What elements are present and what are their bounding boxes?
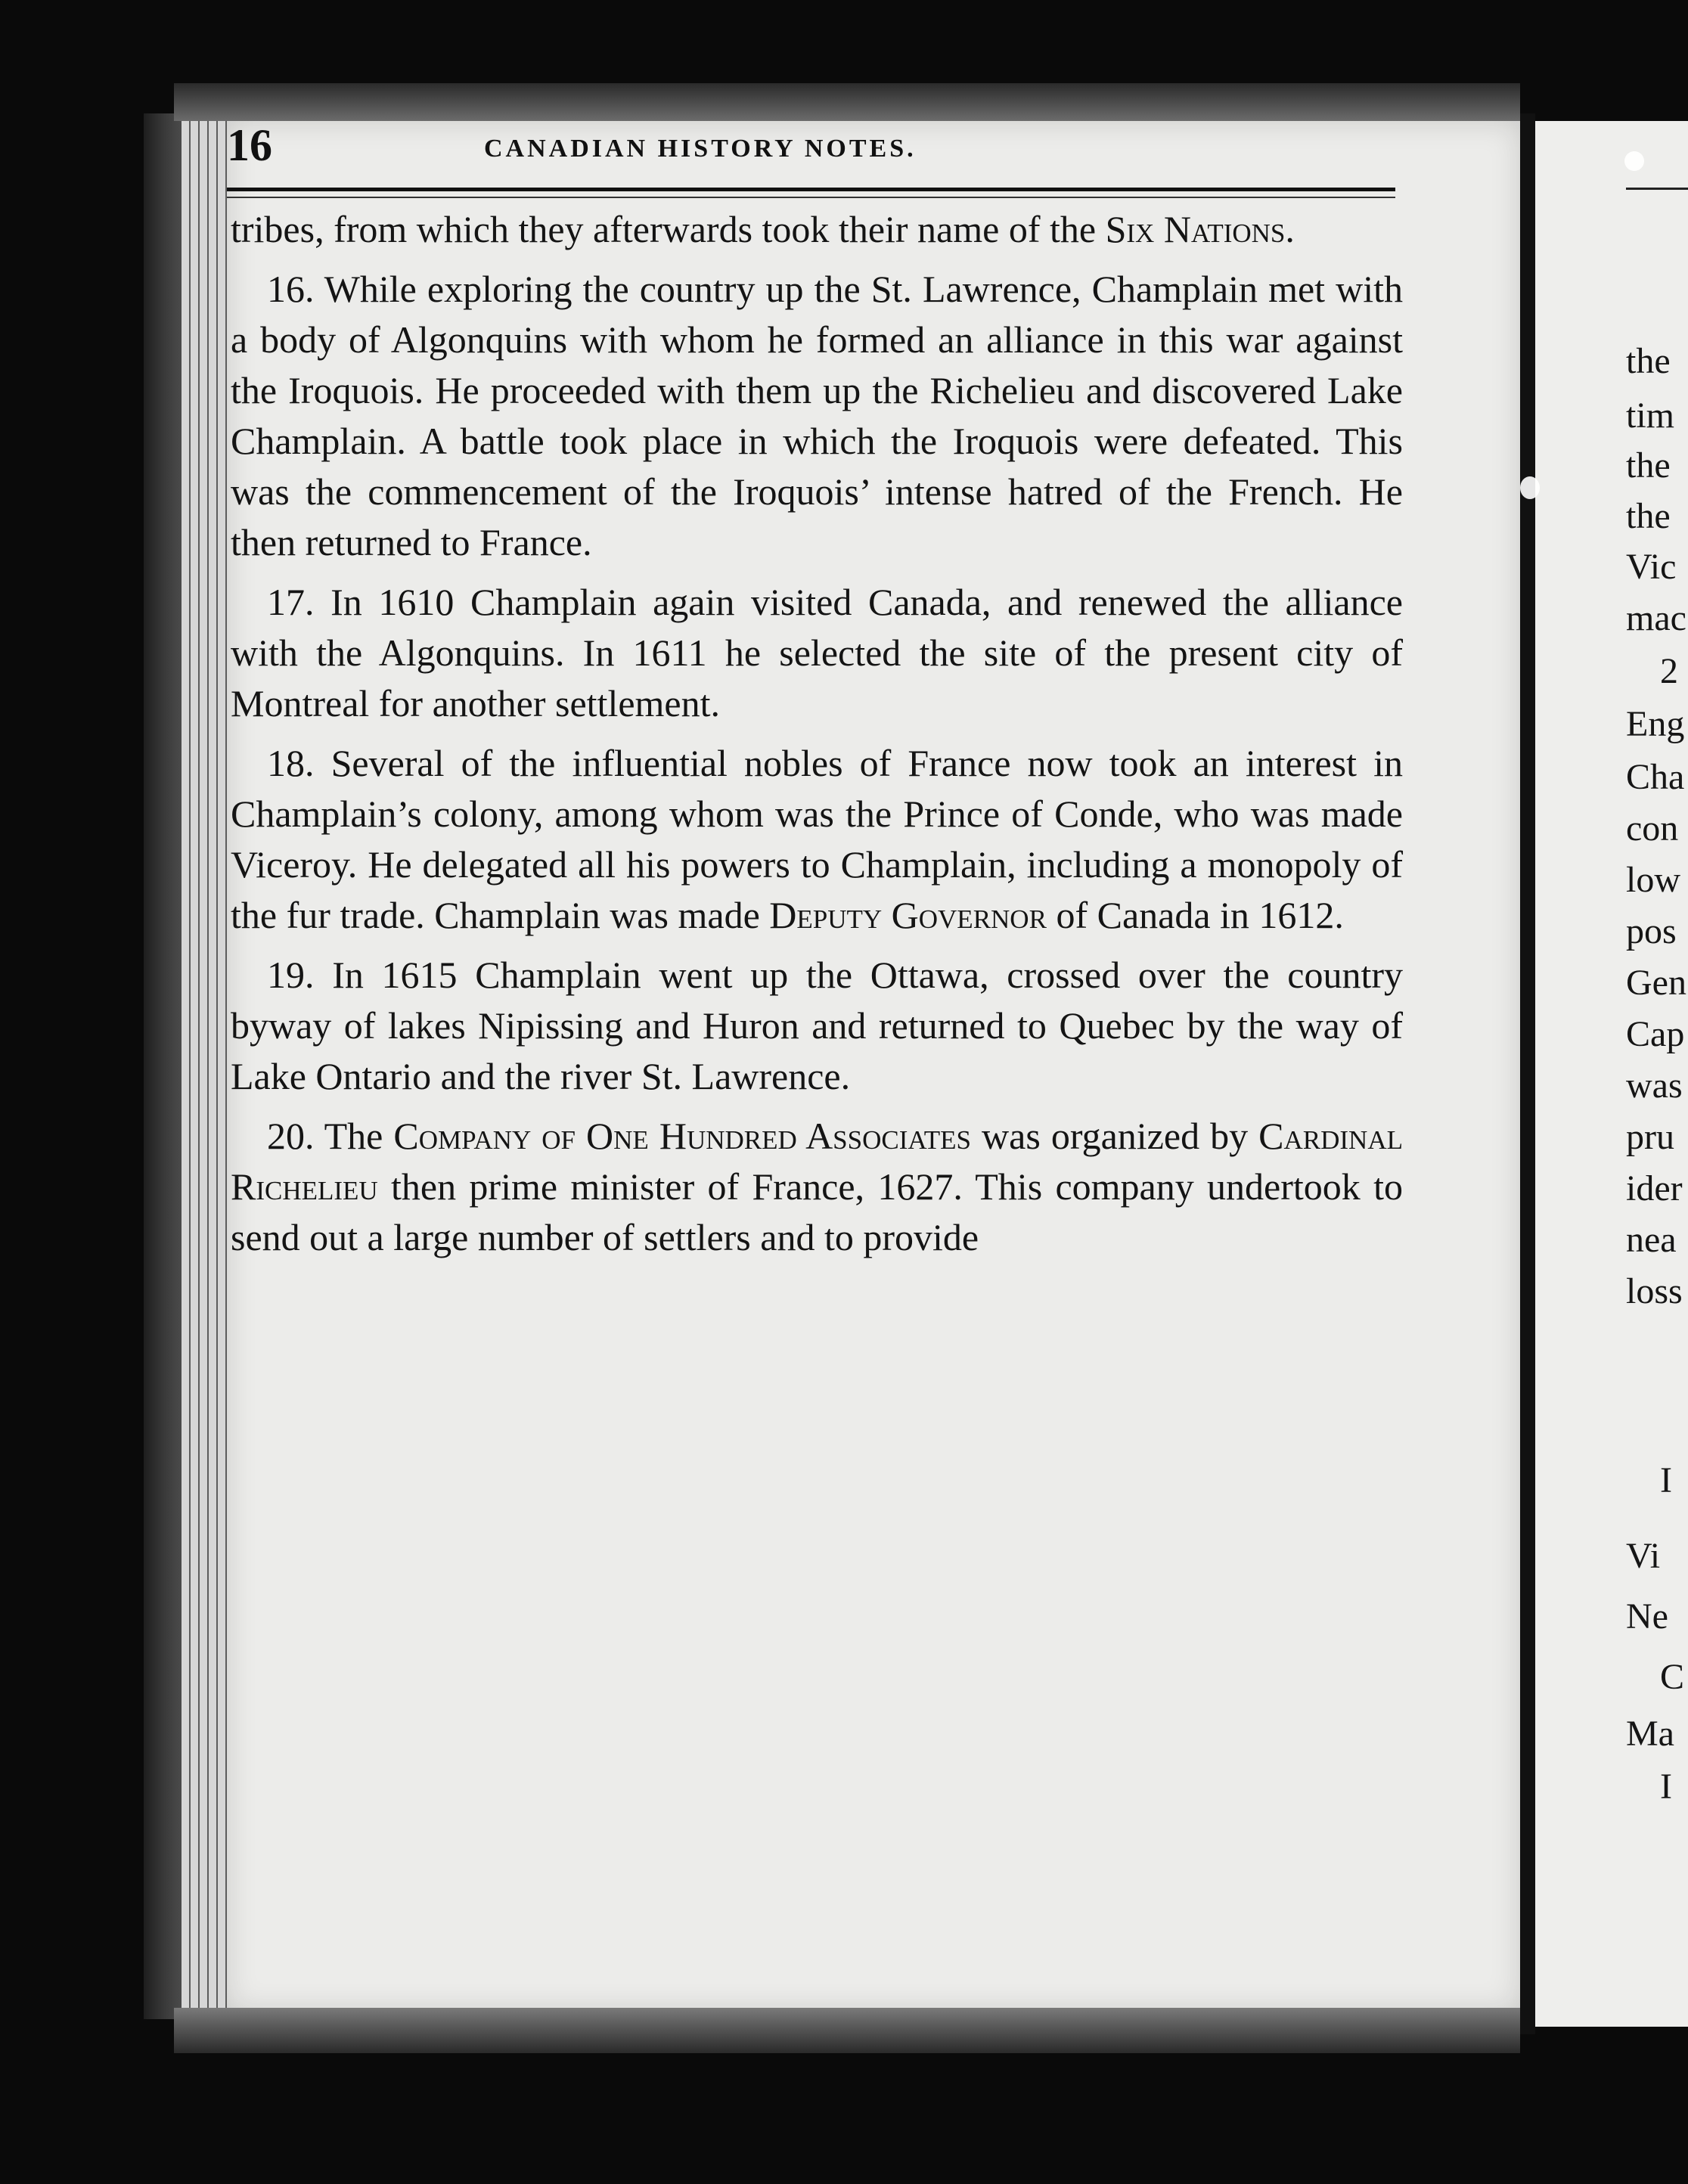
facing-line-fragment: Ma [1626,1714,1674,1754]
facing-line-fragment: 2 [1660,651,1678,691]
page-edge [191,121,200,2012]
header-rule-thin [227,197,1395,198]
page-number: 16 [227,120,272,170]
facing-line-fragment: the [1626,496,1671,536]
header-rule [227,188,1395,191]
paragraph-p20 [231,1111,1403,1263]
facing-line-fragment: pru [1626,1117,1674,1157]
facing-line-fragment: mac [1626,598,1686,638]
facing-line-fragment: nea [1626,1220,1677,1260]
facing-line-fragment: ider [1626,1168,1683,1208]
facing-line-fragment: Vi [1626,1536,1661,1576]
gutter-shadow [1520,113,1535,2034]
paragraph-p19 [231,950,1403,1102]
page-edge [200,121,209,2012]
text-run: 17. In 1610 Champlain again visited Canada, and renewed the alliance with the Algonquins. In 1611 he selected the site of the present city of Montreal for another settlement. [231,581,1403,724]
facing-line-fragment: I [1660,1767,1672,1807]
facing-line-fragment: the [1626,341,1671,381]
text-run: of Canada in 1612. [1046,894,1344,936]
facing-line-fragment: Cap [1626,1014,1685,1054]
facing-line-fragment: tim [1626,396,1675,436]
page-edge [209,121,218,2012]
facing-line-fragment: C [1660,1657,1685,1697]
facing-line-fragment: the [1626,445,1671,486]
scan-speck [1520,476,1540,499]
page-top-edge [174,83,1520,121]
facing-line-fragment: loss [1626,1271,1683,1311]
page-edge [182,121,191,2012]
text-run: 18. Several of the influential nobles of France now took an interest in Champlain’s colony, among whom was the Prince of Conde, who was made Viceroy. He delegated all his powers to Champlain, including a monopoly of the fur trade. Champlain was made [231,742,1403,936]
facing-line-fragment: Vic [1626,547,1677,587]
facing-line-fragment: low [1626,860,1680,900]
small-caps-term: Company of One Hundred Associates [393,1115,972,1157]
text-run: was organized by [971,1115,1259,1157]
facing-line-fragment: Cha [1626,757,1685,797]
facing-line-fragment: was [1626,1066,1683,1106]
small-caps-term: Deputy Governor [769,894,1047,936]
text-run: 16. While exploring the country up the St. Lawrence, Champlain met with a body of Algonquins with whom he formed an alliance in this war against the Iroquois. He proceeded with them up the Richelieu and discovered Lake Champlain. A battle took place in which the Iroquois were defeated. This was the commencement of the Iroquois’ intense hatred of the French. He then returned to France. [231,268,1403,563]
paragraph-cont [231,204,1403,255]
small-caps-term: Six Nations [1105,208,1286,250]
text-run: 19. In 1615 Champlain went up the Ottawa, crossed over the country byway of lakes Nipissing and Huron and returned to Quebec by the way of Lake Ontario and the river St. Lawrence. [231,954,1403,1097]
page-bottom-edge [174,2008,1520,2053]
facing-line-fragment: Ne [1626,1596,1668,1636]
text-run: . [1285,208,1295,250]
text-run: 20. The [267,1115,394,1157]
facing-line-fragment: Gen [1626,963,1686,1003]
facing-line-fragment: pos [1626,911,1677,951]
text-run: tribes, from which they afterwards took their name of the [231,208,1106,250]
paragraph-p17 [231,577,1403,729]
paragraph-p16 [231,264,1403,568]
paragraph-p18 [231,738,1403,941]
page-edge [218,121,227,2012]
scan-speck [1624,151,1644,171]
facing-line-fragment: Eng [1626,704,1685,744]
body-text [231,204,1403,1272]
facing-header-rule [1626,188,1688,190]
text-run: then prime minister of France, 1627. This company undertook to send out a large number of settlers and to provide [231,1165,1403,1258]
running-head: CANADIAN HISTORY NOTES. [484,135,917,163]
facing-line-fragment: con [1626,808,1679,848]
small-caps-term: Cardinal Richelieu [231,1115,1403,1208]
facing-line-fragment: I [1660,1460,1672,1500]
